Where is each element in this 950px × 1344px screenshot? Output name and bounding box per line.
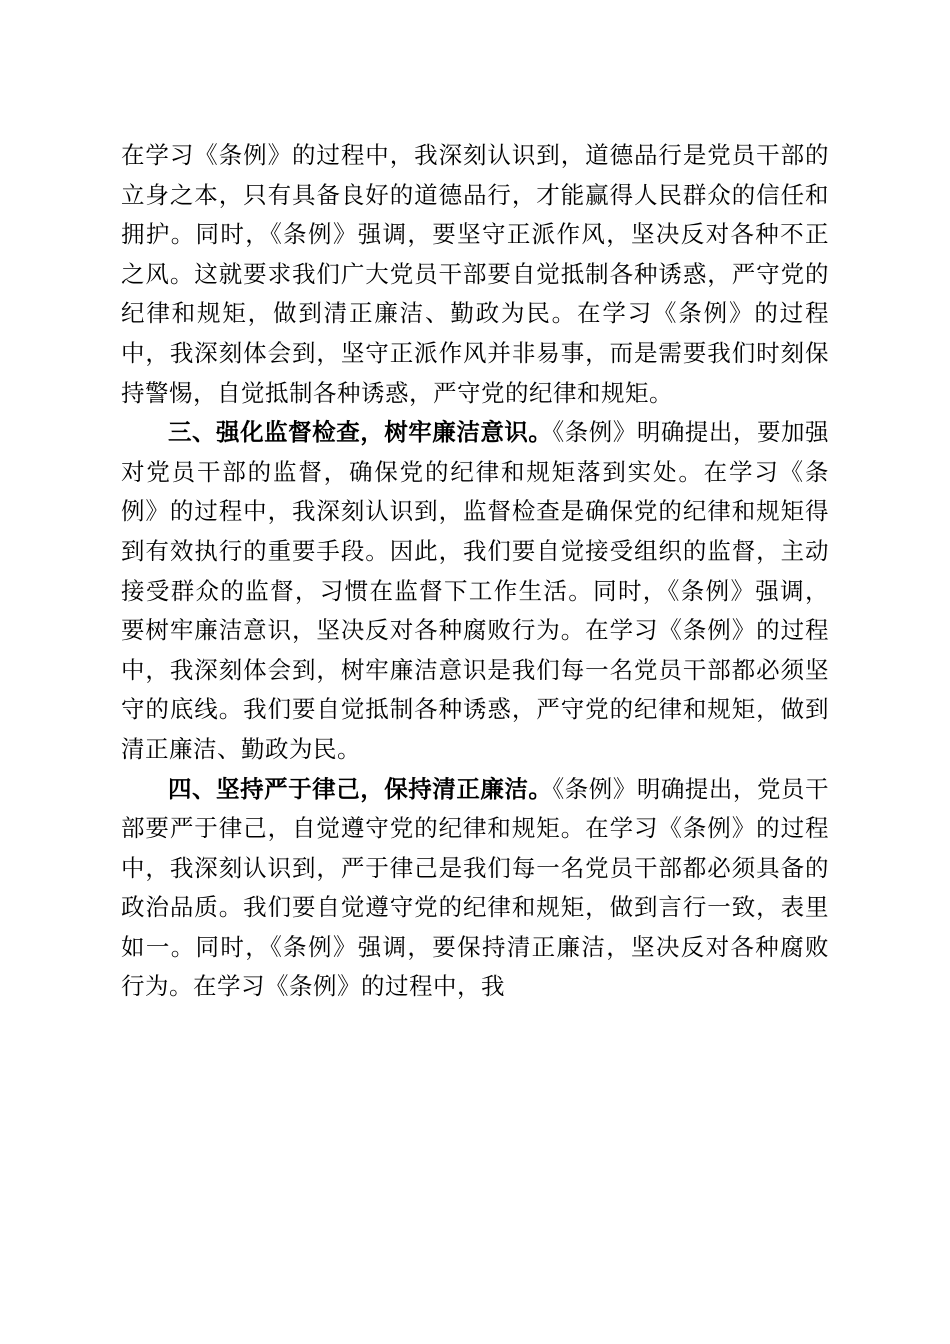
paragraph-section-three bbox=[121, 413, 829, 769]
section-heading: 三、强化监督检查，树牢廉洁意识。 bbox=[168, 418, 553, 447]
paragraph-text: 《条例》明确提出，党员干部要严于律己，自觉遵守党的纪律和规矩。在学习《条例》的过程中，我深刻认识到，严于律己是我们每一名党员干部都必须具备的政治品质。我们要自觉遵守党的纪律和规矩，做到言行一致，表里如一。同时，《条例》强调，要保持清正廉洁，坚决反对各种腐败行为。在学习《条例》的过程中，我 bbox=[121, 774, 830, 1001]
paragraph-text: 在学习《条例》的过程中，我深刻认识到，道德品行是党员干部的立身之本，只有具备良好的道德品行，才能赢得人民群众的信任和拥护。同时，《条例》强调，要坚守正派作风，坚决反对各种不正之风。这就要求我们广大党员干部要自觉抵制各种诱惑，严守党的纪律和规矩，做到清正廉洁、勤政为民。在学习《条例》的过程中，我深刻体会到，坚守正派作风并非易事，而是需要我们时刻保持警惕，自觉抵制各种诱惑，严守党的纪律和规矩。 bbox=[121, 141, 829, 407]
paragraph-continuation bbox=[121, 136, 829, 413]
paragraph-text: 《条例》明确提出，要加强对党员干部的监督，确保党的纪律和规矩落到实处。在学习《条例》的过程中，我深刻认识到，监督检查是确保党的纪律和规矩得到有效执行的重要手段。因此，我们要自觉接受组织的监督，主动接受群众的监督，习惯在监督下工作生活。同时，《条例》强调，要树牢廉洁意识，坚决反对各种腐败行为。在学习《条例》的过程中，我深刻体会到，树牢廉洁意识是我们每一名党员干部都必须坚守的底线。我们要自觉抵制各种诱惑，严守党的纪律和规矩，做到清正廉洁、勤政为民。 bbox=[121, 418, 830, 763]
section-heading: 四、坚持严于律己，保持清正廉洁。 bbox=[168, 774, 553, 803]
paragraph-section-four bbox=[121, 770, 829, 1008]
document-body bbox=[121, 136, 829, 1007]
